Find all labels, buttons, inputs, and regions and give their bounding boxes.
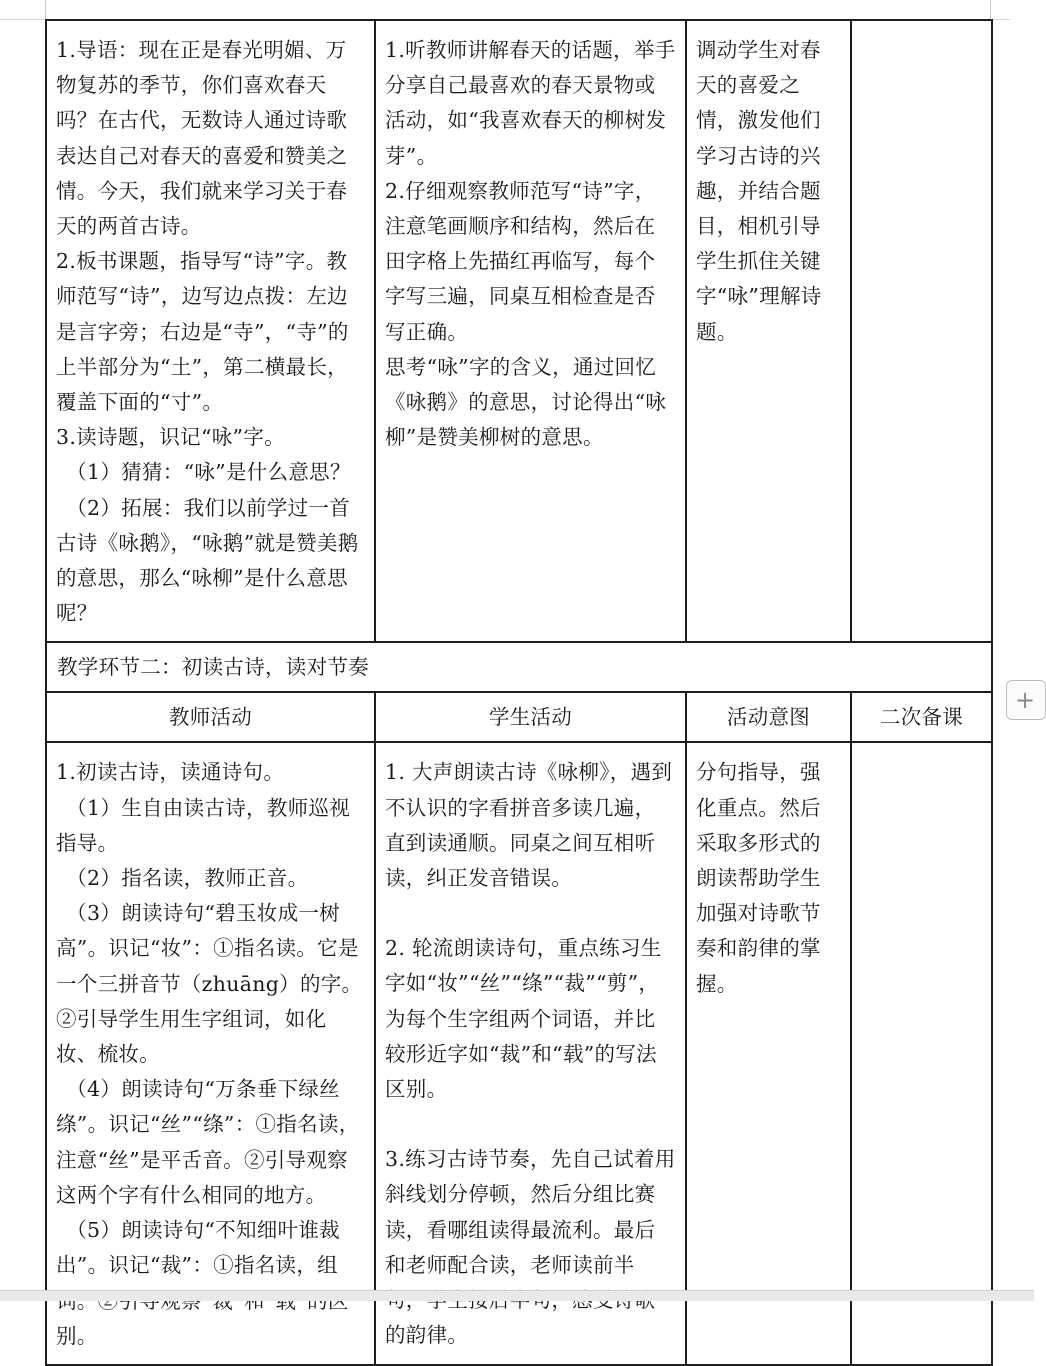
table-row-intro (46, 20, 992, 642)
cell-activity-intent[interactable] (686, 742, 851, 1364)
paragraph: 思考“咏”字的含义，通过回忆《咏鹅》的意思，讨论得出“咏柳”是赞美柳树的意思。 (385, 354, 667, 450)
paragraph: 3.读诗题，识记“咏”字。 (56, 425, 285, 450)
paragraph: （5）朗读诗句“不知细叶谁裁出”。识记“裁”：①指名读，组 别。 (56, 1218, 340, 1348)
right-margin-mark (990, 0, 991, 20)
section-title[interactable]: 教学环节二：初读古诗，读对节奏 (46, 642, 992, 692)
header-teacher-activity[interactable]: 教师活动 (46, 692, 375, 742)
cell-second-prep[interactable] (851, 20, 992, 642)
cell-second-prep[interactable] (851, 742, 992, 1364)
paragraph: 2. 轮流朗读诗句，重点练习生字如“妆”“丝”“绦”“裁”“剪”，为每个生字组两个词语，并比较形近字如“裁”和“载”的写法区别。 (385, 936, 662, 1102)
header-student-activity[interactable]: 学生活动 (375, 692, 686, 742)
paragraph: 3.练习古诗节奏，先自己试着用斜线划分停顿，然后分组比赛读，看哪组读得最流利。最后和老师配合读，老师读前半 的韵律。 (385, 1147, 676, 1348)
horizontal-scrollbar[interactable] (0, 1290, 1034, 1301)
lesson-plan-table (45, 19, 993, 1366)
top-page-edge (0, 0, 1034, 20)
blank-line (385, 896, 676, 931)
cell-student-activity[interactable] (375, 20, 686, 642)
cell-teacher-activity[interactable] (46, 20, 375, 642)
paragraph: （4）朗读诗句“万条垂下绿丝绦”。识记“丝”“绦”：①指名读，注意“丝”是平舌音。②引导观察这两个字有什么相同的地方。 (56, 1077, 360, 1207)
cell-activity-intent[interactable] (686, 20, 851, 642)
left-margin-mark (45, 0, 46, 20)
paragraph: 1.听教师讲解春天的话题，举手分享自己最喜欢的春天景物或活动，如“我喜欢春天的柳树发芽”。 (385, 38, 676, 168)
blank-line (385, 1107, 676, 1142)
paragraph: 1.导语：现在正是春光明媚、万物复苏的季节，你们喜欢春天吗？在古代，无数诗人通过诗歌表达自己对春天的喜爱和赞美之情。今天，我们就来学习关于春天的两首古诗。 (56, 38, 348, 239)
paragraph: （2）指名读，教师正音。 (66, 866, 309, 891)
paragraph: 2.板书课题，指导写“诗”字。教师范写“诗”，边写边点拨：左边是言字旁；右边是“寺”，“寺”的上半部分为“土”，第二横最长，覆盖下面的“寸”。 (56, 249, 349, 415)
paragraph: 分句指导，强化重点。然后采取多形式的朗读帮助学生加强对诗歌节奏和韵律的掌握。 (696, 760, 821, 996)
paragraph: （2）拓展：我们以前学过一首古诗《咏鹅》，“咏鹅”就是赞美鹅的意思，那么“咏柳”是什么意思呢？ (56, 495, 359, 626)
paragraph: （3）朗读诗句“碧玉妆成一树高”。识记“妆”：①指名读。它是一个三拼音节（zhuāng）的字。②引导学生用生字组词，如化妆、梳妆。 (56, 901, 363, 1067)
header-second-prep[interactable]: 二次备课 (851, 692, 992, 742)
paragraph: （1）猜猜：“咏”是什么意思？ (66, 460, 351, 485)
add-row-button[interactable]: + (1006, 680, 1046, 720)
paragraph: 1.初读古诗，读通诗句。 (56, 760, 285, 785)
paragraph: 调动学生对春天的喜爱之情，激发他们学习古诗的兴趣，并结合题目，相机引导学生抓住关键字“咏”理解诗题。 (696, 38, 822, 344)
paragraph: 2.仔细观察教师范写“诗”字，注意笔画顺序和结构，然后在田字格上先描红再临写，每个字写三遍，同桌互相检查是否写正确。 (385, 178, 656, 344)
table-row-header (46, 692, 992, 742)
paragraph: （1）生自由读古诗，教师巡视指导。 (56, 795, 350, 855)
paragraph: 1. 大声朗读古诗《咏柳》，遇到不认识的字看拼音多读几遍，直到读通顺。同桌之间互相听读，纠正发音错误。 (385, 760, 673, 891)
cell-teacher-activity[interactable] (46, 742, 375, 1364)
header-activity-intent[interactable]: 活动意图 (686, 692, 851, 742)
table-row-first-reading (46, 742, 992, 1364)
table-row-section-title (46, 642, 992, 692)
cell-student-activity[interactable] (375, 742, 686, 1364)
